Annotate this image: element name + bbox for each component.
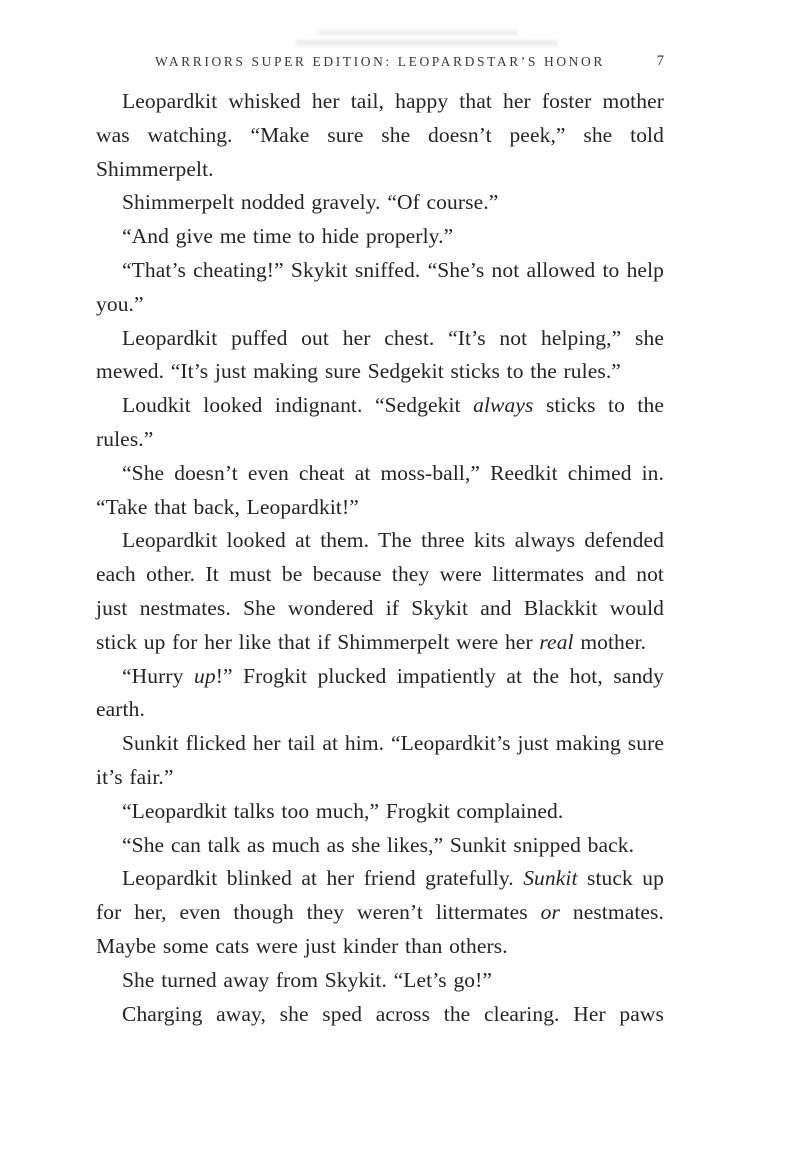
italic-text-segment: always (473, 393, 534, 418)
paragraph (96, 829, 664, 863)
running-header-title: WARRIORS SUPER EDITION: LEOPARDSTAR’S HONOR (154, 54, 605, 69)
bleed-through-line (296, 40, 558, 46)
paragraph (96, 964, 664, 998)
paragraph (96, 186, 664, 220)
paragraph (96, 389, 664, 457)
text-segment: Leopardkit whisked her tail, happy that her foster mother was watching. “Make sure she doesn’t peek,” she told Shimmerpelt. (96, 89, 664, 181)
text-segment: “She can talk as much as she likes,” Sunkit snipped back. (122, 832, 635, 857)
paragraph (96, 220, 664, 254)
text-segment: sticks to the rules.” (96, 393, 664, 451)
text-segment: “That’s cheating!” Skykit sniffed. “She’s not allowed to help you.” (96, 257, 664, 316)
paragraph (96, 322, 664, 390)
italic-text-segment: real (539, 629, 574, 654)
paragraph (96, 795, 664, 829)
text-segment: stuck up for her, even though they weren’t littermates (96, 866, 665, 925)
bleed-through-line (318, 30, 518, 35)
text-segment: Leopardkit looked at them. The three kits always defended each other. It must be because they were littermates and not just nestmates. She wondered if Skykit and Blackkit would stick up for her like that if Shimmerpelt were her (96, 528, 664, 654)
page-body (96, 85, 664, 1031)
paragraph (96, 457, 664, 525)
italic-text-segment: Sunkit (523, 866, 578, 891)
text-segment: nestmates. Maybe some cats were just kinder than others. (96, 900, 664, 958)
text-segment: “And give me time to hide properly.” (122, 224, 454, 249)
paragraph (96, 998, 664, 1032)
paragraph (96, 254, 664, 322)
text-segment: Loudkit looked indignant. “Sedgekit (122, 393, 474, 418)
text-segment: She turned away from Skykit. “Let’s go!” (122, 967, 493, 992)
text-segment: Leopardkit puffed out her chest. “It’s not helping,” she mewed. “It’s just making sure Sedgekit sticks to the rules.” (96, 325, 664, 384)
text-segment: Charging away, she sped across the clearing. Her paws (122, 1001, 664, 1026)
text-segment: “Hurry (122, 663, 194, 688)
text-segment: “She doesn’t even cheat at moss-ball,” Reedkit chimed in. “Take that back, Leopardkit!” (96, 460, 664, 519)
text-segment: Sunkit flicked her tail at him. “Leopardkit’s just making sure it’s fair.” (96, 731, 664, 789)
text-segment: “Leopardkit talks too much,” Frogkit complained. (122, 798, 564, 823)
text-segment: !” Frogkit plucked impatiently at the hot, sandy earth. (96, 663, 664, 722)
paragraph (96, 85, 664, 186)
italic-text-segment: up (193, 663, 216, 688)
paragraph (96, 660, 664, 728)
text-segment: mother. (573, 629, 647, 654)
running-header (96, 54, 664, 70)
paragraph (96, 862, 664, 963)
text-segment: Leopardkit blinked at her friend gratefully. (122, 866, 524, 891)
paragraph (96, 727, 664, 795)
page-number: 7 (656, 53, 664, 69)
paragraph (96, 524, 664, 659)
italic-text-segment: or (540, 900, 560, 925)
text-segment: Shimmerpelt nodded gravely. “Of course.” (122, 190, 499, 215)
